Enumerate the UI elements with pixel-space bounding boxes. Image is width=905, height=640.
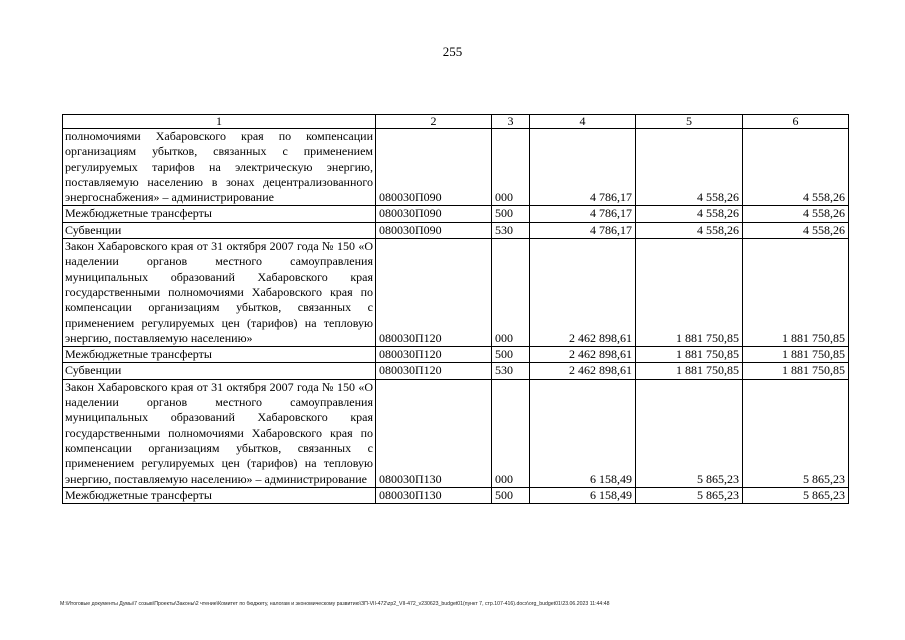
- row-value-col5: 1 881 750,85: [636, 347, 743, 363]
- row-type: 530: [492, 222, 530, 238]
- row-value-col5: 4 558,26: [636, 129, 743, 206]
- file-path-footer: M:\Итоговые документы Думы\7 созыв\Проекты\Законы\2 чтение\Комитет по бюджету, налогам и экономическому развитию\ЗП-VII-472\zp2_VII-472_v230623_budget01(пункт 7, стр.107-416).docx\org_budget01\23.06.2023 11:44:48: [60, 601, 610, 607]
- row-value-col6: 5 865,23: [743, 379, 849, 487]
- table-row: [63, 222, 849, 238]
- row-value-col6: 4 558,26: [743, 129, 849, 206]
- column-header: 5: [636, 115, 743, 129]
- row-code: 080030П090: [376, 206, 492, 222]
- row-type: 500: [492, 487, 530, 503]
- row-code: 080030П120: [376, 347, 492, 363]
- row-value-col4: 4 786,17: [530, 206, 636, 222]
- row-value-col4: 2 462 898,61: [530, 347, 636, 363]
- table-row: [63, 347, 849, 363]
- column-header: 4: [530, 115, 636, 129]
- row-value-col5: 5 865,23: [636, 379, 743, 487]
- row-value-col6: 1 881 750,85: [743, 363, 849, 379]
- row-name: Межбюджетные трансферты: [63, 487, 376, 503]
- row-value-col5: 5 865,23: [636, 487, 743, 503]
- row-name: полномочиями Хабаровского края по компенсации организациям убытков, связанных с применением регулируемых тарифов на электрическую энергию, поставляемую населению в зонах децентрализованного энергоснабжения» – администрирование: [63, 129, 376, 206]
- row-value-col6: 5 865,23: [743, 487, 849, 503]
- row-type: 530: [492, 363, 530, 379]
- row-type: 500: [492, 206, 530, 222]
- row-name: Межбюджетные трансферты: [63, 206, 376, 222]
- row-code: 080030П130: [376, 487, 492, 503]
- table-row: [63, 206, 849, 222]
- row-value-col5: 4 558,26: [636, 206, 743, 222]
- table-row: [63, 363, 849, 379]
- row-type: 000: [492, 239, 530, 347]
- row-name: Закон Хабаровского края от 31 октября 2007 года № 150 «О наделении органов местного самоуправления муниципальных образований Хабаровского края государственными полномочиями Хабаровского края по компенсации организациям убытков, связанных с применением регулируемых цен (тарифов) на тепловую энергию, поставляемую населению» – администрирование: [63, 379, 376, 487]
- row-value-col4: 2 462 898,61: [530, 239, 636, 347]
- row-code: 080030П090: [376, 129, 492, 206]
- row-code: 080030П120: [376, 363, 492, 379]
- row-value-col4: 4 786,17: [530, 129, 636, 206]
- column-header: 6: [743, 115, 849, 129]
- row-code: 080030П120: [376, 239, 492, 347]
- row-value-col6: 1 881 750,85: [743, 347, 849, 363]
- row-name: Закон Хабаровского края от 31 октября 2007 года № 150 «О наделении органов местного самоуправления муниципальных образований Хабаровского края государственными полномочиями Хабаровского края по компенсации организациям убытков, связанных с применением регулируемых цен (тарифов) на тепловую энергию, поставляемую населению»: [63, 239, 376, 347]
- row-value-col6: 4 558,26: [743, 222, 849, 238]
- row-value-col5: 1 881 750,85: [636, 239, 743, 347]
- row-type: 000: [492, 129, 530, 206]
- row-name: Субвенции: [63, 363, 376, 379]
- column-header: 3: [492, 115, 530, 129]
- row-type: 500: [492, 347, 530, 363]
- row-value-col4: 2 462 898,61: [530, 363, 636, 379]
- row-name: Межбюджетные трансферты: [63, 347, 376, 363]
- row-value-col6: 4 558,26: [743, 206, 849, 222]
- column-header: 2: [376, 115, 492, 129]
- row-value-col4: 6 158,49: [530, 487, 636, 503]
- table-row: [63, 379, 849, 487]
- row-value-col5: 1 881 750,85: [636, 363, 743, 379]
- row-code: 080030П130: [376, 379, 492, 487]
- row-name: Субвенции: [63, 222, 376, 238]
- table-row: [63, 129, 849, 206]
- row-type: 000: [492, 379, 530, 487]
- budget-table: [62, 114, 849, 504]
- row-value-col4: 4 786,17: [530, 222, 636, 238]
- page-number: 255: [442, 44, 463, 59]
- column-header: 1: [63, 115, 376, 129]
- row-value-col6: 1 881 750,85: [743, 239, 849, 347]
- row-value-col5: 4 558,26: [636, 222, 743, 238]
- row-value-col4: 6 158,49: [530, 379, 636, 487]
- table-header-row: [63, 115, 849, 129]
- row-code: 080030П090: [376, 222, 492, 238]
- table-row: [63, 487, 849, 503]
- table-row: [63, 239, 849, 347]
